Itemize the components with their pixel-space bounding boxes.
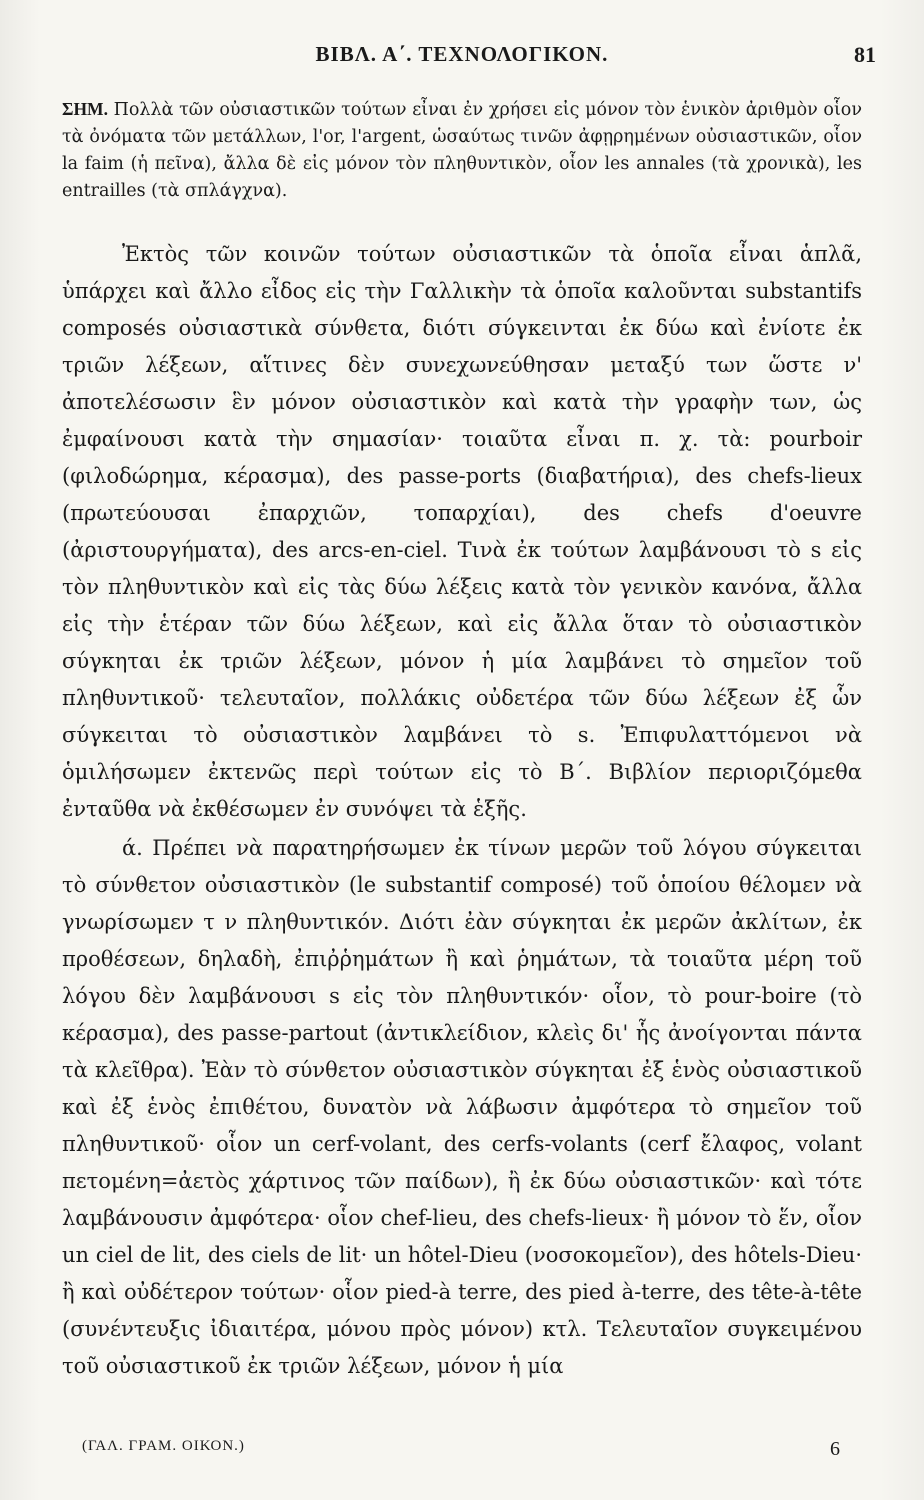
note-text: Πολλὰ τῶν οὐσιαστικῶν τούτων εἶναι ἐν χρήσει εἰς μόνον τὸν ἑνικὸν ἀριθμὸν οἷον τὰ ὀνόματα τῶν μετάλλων, l'or, l'argent, ὡσαύτως τινῶν ἀφῃρημένων οὐσιαστικῶν, οἷον la faim (ἡ πεῖνα), ἄλλα δὲ εἰς μόνον τὸν πληθυντικὸν, οἷον les annales (τὰ χρονικὰ), les entrailles (τὰ σπλάγχνα). [62,100,862,201]
paragraph: ά. Πρέπει νὰ παρατηρήσωμεν ἐκ τίνων μερῶν τοῦ λόγου σύγκειται τὸ σύνθετον οὐσιαστικὸν (le substantif composé) τοῦ ὁποίου θέλομεν νὰ γνωρίσωμεν τ ν πληθυντικόν. Διότι ἐὰν σύγκηται ἐκ μερῶν ἀκλίτων, ἐκ προθέσεων, δηλαδὴ, ἐπιῤῥημάτων ἢ καὶ ῥημάτων, τὰ τοιαῦτα μέρη τοῦ λόγου δὲν λαμβάνουσι s εἰς τὸν πληθυντικόν· οἷον, τὸ pour-boire (τὸ κέρασμα), des passe-partout (ἀντικλείδιον, κλεὶς δι' ἧς ἀνοίγονται πάντα τὰ κλεῖθρα). Ἐὰν τὸ σύνθετον οὐσιαστικὸν σύγκηται ἐξ ἑνὸς οὐσιαστικοῦ καὶ ἐξ ἑνὸς ἐπιθέτου, δυνατὸν νὰ λάβωσιν ἀμφότερα τὸ σημεῖον τοῦ πληθυντικοῦ· οἷον un cerf-volant, des cerfs-volants (cerf ἔλαφος, volant πετομένη=ἀετὸς χάρτινος τῶν παίδων), ἢ ἐκ δύω οὐσιαστικῶν· καὶ τότε λαμβάνουσιν ἀμφότερα· οἷον chef-lieu, des chefs-lieux· ἢ μόνον τὸ ἕν, οἷον un ciel de lit, des ciels de lit· un hôtel-Dieu (νοσοκομεῖον), des hôtels-Dieu· ἢ καὶ οὐδέτερον τούτων· οἷον pied-à terre, des pied à-terre, des tête-à-tête (συνέντευξις ἰδιαιτέρα, μόνου πρὸς μόνον) κτλ. Τελευταῖον συγκειμένου τοῦ οὐσιαστικοῦ ἐκ τριῶν λέξεων, μόνον ἡ μία [62,836,862,1378]
note-block [62,96,862,205]
body-text [62,236,862,1385]
page-footer [82,1438,840,1464]
running-head: ΒΙΒΛ. Α΄. ΤΕΧΝΟΛΟΓΙΚΟΝ. [315,42,609,66]
page-number: 81 [854,42,876,67]
signature-line: (ΓΑΛ. ΓΡΑΜ. ΟΙΚΟΝ.) [82,1438,245,1454]
signature-mark: 6 [830,1438,840,1460]
paragraph: Ἐκτὸς τῶν κοινῶν τούτων οὐσιαστικῶν τὰ ὁποῖα εἶναι ἁπλᾶ, ὑπάρχει καὶ ἄλλο εἶδος εἰς τὴν Γαλλικὴν τὰ ὁποῖα καλοῦνται substantifs composés οὐσιαστικὰ σύνθετα, διότι σύγκεινται ἐκ δύω καὶ ἐνίοτε ἐκ τριῶν λέξεων, αἵτινες δὲν συνεχωνεύθησαν μεταξύ των ὥστε ν' ἀποτελέσωσιν ἓν μόνον οὐσιαστικὸν καὶ κατὰ τὴν γραφὴν των, ὡς ἐμφαίνουσι κατὰ τὴν σημασίαν· τοιαῦτα εἶναι π. χ. τὰ: pourboir (φιλοδώρημα, κέρασμα), des passe-ports (διαβατήρια), des chefs-lieux (πρωτεύουσαι ἐπαρχιῶν, τοπαρχίαι), des chefs d'oeuvre (ἀριστουργήματα), des arcs-en-ciel. Τινὰ ἐκ τούτων λαμβάνουσι τὸ s εἰς τὸν πληθυντικὸν καὶ εἰς τὰς δύω λέξεις κατὰ τὸν γενικὸν κανόνα, ἄλλα εἰς τὴν ἑτέραν τῶν δύω λέξεων, καὶ εἰς ἄλλα ὅταν τὸ οὐσιαστικὸν σύγκηται ἐκ τριῶν λέξεων, μόνον ἡ μία λαμβάνει τὸ σημεῖον τοῦ πληθυντικοῦ· τελευταῖον, πολλάκις οὐδετέρα τῶν δύω λέξεων ἐξ ὧν σύγκειται τὸ οὐσιαστικὸν λαμβάνει τὸ s. Ἐπιφυλαττόμενοι νὰ ὁμιλήσωμεν ἐκτενῶς περὶ τούτων εἰς τὸ Β΄. Βιβλίον περιοριζόμεθα ἐνταῦθα νὰ ἐκθέσωμεν ἐν συνόψει τὰ ἑξῆς. [62,242,862,821]
page-header [0,42,924,72]
note-label: ΣΗΜ. [62,99,108,119]
